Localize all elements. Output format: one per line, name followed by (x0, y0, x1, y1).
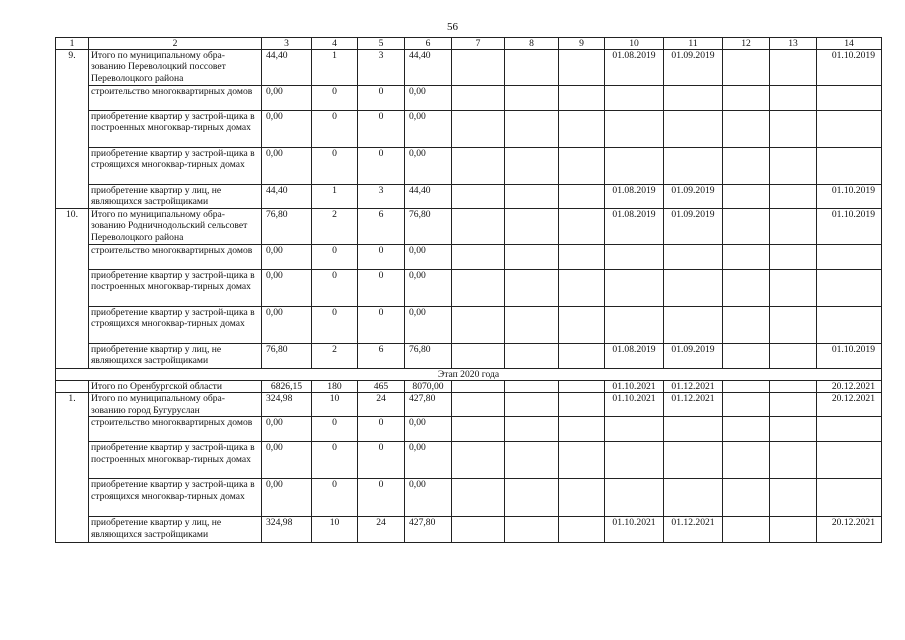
cell-col-7 (452, 50, 505, 86)
column-number-2: 2 (89, 38, 262, 50)
column-number-header (56, 38, 882, 50)
cell-col-13 (770, 209, 817, 245)
cell-col-10 (605, 148, 664, 185)
cell-col-7 (452, 209, 505, 245)
cell-col-11: 01.12.2021 (664, 517, 723, 543)
cell-col-14 (817, 479, 882, 517)
cell-col-12 (723, 185, 770, 209)
row-label: строительство многоквартирных домов (89, 86, 262, 111)
table-row (56, 185, 882, 209)
cell-col-7 (452, 185, 505, 209)
table-row (56, 417, 882, 442)
cell-col-9 (559, 393, 605, 417)
cell-col-5: 0 (358, 307, 405, 344)
cell-col-12 (723, 111, 770, 148)
cell-col-14: 01.10.2019 (817, 344, 882, 369)
row-index-empty (56, 381, 89, 393)
cell-col-13 (770, 86, 817, 111)
cell-col-10: 01.08.2019 (605, 209, 664, 245)
cell-col-3: 76,80 (262, 344, 312, 369)
column-number-9: 9 (559, 38, 605, 50)
cell-col-8 (505, 185, 559, 209)
cell-col-5: 6 (358, 344, 405, 369)
cell-col-13 (770, 344, 817, 369)
cell-col-10: 01.10.2021 (605, 393, 664, 417)
cell-col-12 (723, 393, 770, 417)
oblast-total-label: Итого по Оренбургской области (89, 381, 262, 393)
cell-col-6: 0,00 (405, 417, 452, 442)
cell-col-4: 0 (312, 442, 358, 479)
stage-row (56, 369, 882, 381)
cell-col-5: 0 (358, 86, 405, 111)
cell-col-4: 0 (312, 307, 358, 344)
table-row (56, 479, 882, 517)
cell-col-4: 0 (312, 245, 358, 270)
cell-col-7 (452, 270, 505, 307)
cell-col-9 (559, 209, 605, 245)
cell-col-11: 01.09.2019 (664, 209, 723, 245)
cell-col-8 (505, 307, 559, 344)
table-body (56, 38, 882, 543)
cell-col-3: 44,40 (262, 50, 312, 86)
cell-col-4: 0 (312, 270, 358, 307)
cell-col-6: 0,00 (405, 270, 452, 307)
column-number-13: 13 (770, 38, 817, 50)
cell-col-8 (505, 479, 559, 517)
cell-col-9 (559, 86, 605, 111)
cell-col-6: 427,80 (405, 393, 452, 417)
cell-col-10: 01.08.2019 (605, 344, 664, 369)
cell-col-13 (770, 111, 817, 148)
cell-col-12 (723, 344, 770, 369)
cell-col-9 (559, 517, 605, 543)
cell-col-13 (770, 479, 817, 517)
cell-col-6: 0,00 (405, 111, 452, 148)
column-number-7: 7 (452, 38, 505, 50)
cell-col-6: 76,80 (405, 209, 452, 245)
row-index: 10. (56, 209, 89, 369)
cell-col-4: 0 (312, 111, 358, 148)
cell-col-6: 0,00 (405, 245, 452, 270)
cell-col-10 (605, 270, 664, 307)
stage-title: Этап 2020 года (56, 369, 882, 381)
cell-col-14 (817, 148, 882, 185)
cell-col-8 (505, 344, 559, 369)
cell-col-9 (559, 245, 605, 270)
row-label: приобретение квартир у лиц, не являющихся застройщиками (89, 185, 262, 209)
row-label: приобретение квартир у застрой-щика в строящихся многоквар-тирных домах (89, 479, 262, 517)
row-label: приобретение квартир у застрой-щика в строящихся многоквар-тирных домах (89, 307, 262, 344)
table-row (56, 111, 882, 148)
cell-col-9 (559, 479, 605, 517)
cell-col-3: 324,98 (262, 393, 312, 417)
cell-col-7 (452, 245, 505, 270)
cell-col-9 (559, 50, 605, 86)
cell-col-5: 0 (358, 479, 405, 517)
row-label: приобретение квартир у лиц, не являющихся застройщиками (89, 344, 262, 369)
cell-col-6: 427,80 (405, 517, 452, 543)
column-number-12: 12 (723, 38, 770, 50)
cell-col-7 (452, 344, 505, 369)
cell-col-9 (559, 442, 605, 479)
table-row (56, 307, 882, 344)
cell-col-10: 01.10.2021 (605, 381, 664, 393)
table-row (56, 86, 882, 111)
cell-col-9 (559, 417, 605, 442)
table-row (56, 442, 882, 479)
cell-col-8 (505, 111, 559, 148)
column-number-4: 4 (312, 38, 358, 50)
cell-col-4: 0 (312, 86, 358, 111)
cell-col-7 (452, 479, 505, 517)
cell-col-12 (723, 209, 770, 245)
cell-col-7 (452, 111, 505, 148)
cell-col-11: 01.12.2021 (664, 381, 723, 393)
cell-col-10: 01.08.2019 (605, 50, 664, 86)
row-label: строительство многоквартирных домов (89, 245, 262, 270)
cell-col-3: 0,00 (262, 442, 312, 479)
cell-col-7 (452, 393, 505, 417)
cell-col-8 (505, 393, 559, 417)
cell-col-8 (505, 442, 559, 479)
cell-col-9 (559, 270, 605, 307)
row-index: 1. (56, 393, 89, 543)
row-label: Итого по муниципальному обра-зованию Родничнодольский сельсовет Переволоцкого района (89, 209, 262, 245)
cell-col-5: 24 (358, 517, 405, 543)
cell-col-10 (605, 111, 664, 148)
cell-col-5: 0 (358, 417, 405, 442)
cell-col-4: 2 (312, 344, 358, 369)
cell-col-6: 44,40 (405, 185, 452, 209)
cell-col-3: 0,00 (262, 111, 312, 148)
cell-col-5: 0 (358, 245, 405, 270)
cell-col-3: 0,00 (262, 86, 312, 111)
cell-col-5: 6 (358, 209, 405, 245)
cell-col-14 (817, 442, 882, 479)
cell-col-3: 44,40 (262, 185, 312, 209)
cell-col-11 (664, 245, 723, 270)
cell-col-7 (452, 381, 505, 393)
row-label: строительство многоквартирных домов (89, 417, 262, 442)
page-number: 56 (447, 21, 458, 33)
cell-col-3: 0,00 (262, 479, 312, 517)
cell-col-11: 01.09.2019 (664, 50, 723, 86)
cell-col-9 (559, 185, 605, 209)
cell-col-8 (505, 381, 559, 393)
cell-col-10 (605, 479, 664, 517)
cell-col-12 (723, 442, 770, 479)
cell-col-5: 3 (358, 185, 405, 209)
cell-col-4: 10 (312, 393, 358, 417)
cell-col-14: 20.12.2021 (817, 381, 882, 393)
cell-col-14: 01.10.2019 (817, 185, 882, 209)
cell-col-12 (723, 270, 770, 307)
row-label: приобретение квартир у застрой-щика в построенных многоквар-тирных домах (89, 111, 262, 148)
cell-col-9 (559, 381, 605, 393)
cell-col-14: 20.12.2021 (817, 393, 882, 417)
table-row (56, 148, 882, 185)
cell-col-14: 01.10.2019 (817, 209, 882, 245)
cell-col-11 (664, 86, 723, 111)
cell-col-14 (817, 86, 882, 111)
column-number-10: 10 (605, 38, 664, 50)
cell-col-3: 0,00 (262, 307, 312, 344)
cell-col-6: 0,00 (405, 479, 452, 517)
cell-col-13 (770, 245, 817, 270)
cell-col-6: 0,00 (405, 148, 452, 185)
cell-col-5: 0 (358, 111, 405, 148)
cell-col-13 (770, 381, 817, 393)
table-row-total (56, 393, 882, 417)
cell-col-10 (605, 86, 664, 111)
cell-col-6: 76,80 (405, 344, 452, 369)
cell-col-13 (770, 517, 817, 543)
cell-col-8 (505, 270, 559, 307)
cell-col-5: 3 (358, 50, 405, 86)
cell-col-7 (452, 148, 505, 185)
cell-col-10: 01.08.2019 (605, 185, 664, 209)
cell-col-11 (664, 270, 723, 307)
column-number-1: 1 (56, 38, 89, 50)
cell-col-11 (664, 148, 723, 185)
cell-col-3: 0,00 (262, 270, 312, 307)
cell-col-12 (723, 517, 770, 543)
cell-col-14: 20.12.2021 (817, 517, 882, 543)
cell-col-12 (723, 381, 770, 393)
cell-col-4: 1 (312, 50, 358, 86)
cell-col-5: 465 (358, 381, 405, 393)
table-row-total (56, 209, 882, 245)
cell-col-9 (559, 148, 605, 185)
cell-col-12 (723, 245, 770, 270)
row-index: 9. (56, 50, 89, 209)
table-row (56, 517, 882, 543)
cell-col-12 (723, 307, 770, 344)
cell-col-10: 01.10.2021 (605, 517, 664, 543)
cell-col-3: 76,80 (262, 209, 312, 245)
cell-col-8 (505, 417, 559, 442)
table-row (56, 245, 882, 270)
cell-col-8 (505, 245, 559, 270)
cell-col-6: 0,00 (405, 442, 452, 479)
cell-col-8 (505, 50, 559, 86)
cell-col-14 (817, 245, 882, 270)
cell-col-5: 0 (358, 270, 405, 307)
cell-col-11 (664, 479, 723, 517)
cell-col-10 (605, 442, 664, 479)
cell-col-4: 0 (312, 479, 358, 517)
cell-col-4: 0 (312, 148, 358, 185)
cell-col-4: 1 (312, 185, 358, 209)
cell-col-13 (770, 393, 817, 417)
cell-col-8 (505, 517, 559, 543)
row-label: приобретение квартир у застрой-щика в строящихся многоквар-тирных домах (89, 148, 262, 185)
cell-col-13 (770, 185, 817, 209)
cell-col-11 (664, 111, 723, 148)
cell-col-7 (452, 86, 505, 111)
column-number-3: 3 (262, 38, 312, 50)
cell-col-5: 0 (358, 442, 405, 479)
row-label: Итого по муниципальному обра-зованию Переволоцкий поссовет Переволоцкого района (89, 50, 262, 86)
cell-col-3: 0,00 (262, 148, 312, 185)
cell-col-11 (664, 442, 723, 479)
column-number-14: 14 (817, 38, 882, 50)
cell-col-3: 0,00 (262, 417, 312, 442)
cell-col-13 (770, 148, 817, 185)
cell-col-4: 10 (312, 517, 358, 543)
cell-col-11: 01.12.2021 (664, 393, 723, 417)
cell-col-9 (559, 307, 605, 344)
cell-col-14 (817, 417, 882, 442)
cell-col-6: 44,40 (405, 50, 452, 86)
cell-col-6: 8070,00 (405, 381, 452, 393)
cell-col-14: 01.10.2019 (817, 50, 882, 86)
column-number-5: 5 (358, 38, 405, 50)
cell-col-3: 6826,15 (262, 381, 312, 393)
cell-col-12 (723, 479, 770, 517)
cell-col-14 (817, 270, 882, 307)
oblast-total-row (56, 381, 882, 393)
cell-col-6: 0,00 (405, 307, 452, 344)
cell-col-5: 0 (358, 148, 405, 185)
cell-col-8 (505, 148, 559, 185)
row-label: приобретение квартир у лиц, не являющихся застройщиками (89, 517, 262, 543)
row-label: Итого по муниципальному обра-зованию город Бугуруслан (89, 393, 262, 417)
cell-col-13 (770, 442, 817, 479)
cell-col-8 (505, 86, 559, 111)
cell-col-10 (605, 245, 664, 270)
cell-col-3: 0,00 (262, 245, 312, 270)
cell-col-8 (505, 209, 559, 245)
cell-col-7 (452, 417, 505, 442)
cell-col-4: 2 (312, 209, 358, 245)
cell-col-7 (452, 307, 505, 344)
cell-col-14 (817, 111, 882, 148)
cell-col-4: 0 (312, 417, 358, 442)
cell-col-7 (452, 442, 505, 479)
table-row (56, 344, 882, 369)
cell-col-12 (723, 86, 770, 111)
cell-col-13 (770, 417, 817, 442)
cell-col-7 (452, 517, 505, 543)
cell-col-3: 324,98 (262, 517, 312, 543)
cell-col-9 (559, 344, 605, 369)
cell-col-11: 01.09.2019 (664, 344, 723, 369)
cell-col-9 (559, 111, 605, 148)
row-label: приобретение квартир у застрой-щика в построенных многоквар-тирных домах (89, 270, 262, 307)
resettlement-schedule-table (55, 37, 882, 543)
row-label: приобретение квартир у застрой-щика в построенных многоквар-тирных домах (89, 442, 262, 479)
column-number-6: 6 (405, 38, 452, 50)
cell-col-13 (770, 270, 817, 307)
cell-col-12 (723, 417, 770, 442)
cell-col-5: 24 (358, 393, 405, 417)
cell-col-11: 01.09.2019 (664, 185, 723, 209)
cell-col-13 (770, 307, 817, 344)
cell-col-11 (664, 307, 723, 344)
cell-col-6: 0,00 (405, 86, 452, 111)
cell-col-4: 180 (312, 381, 358, 393)
cell-col-10 (605, 417, 664, 442)
table-row (56, 270, 882, 307)
cell-col-14 (817, 307, 882, 344)
cell-col-12 (723, 50, 770, 86)
table-row-total (56, 50, 882, 86)
column-number-8: 8 (505, 38, 559, 50)
cell-col-11 (664, 417, 723, 442)
cell-col-13 (770, 50, 817, 86)
column-number-11: 11 (664, 38, 723, 50)
cell-col-12 (723, 148, 770, 185)
cell-col-10 (605, 307, 664, 344)
